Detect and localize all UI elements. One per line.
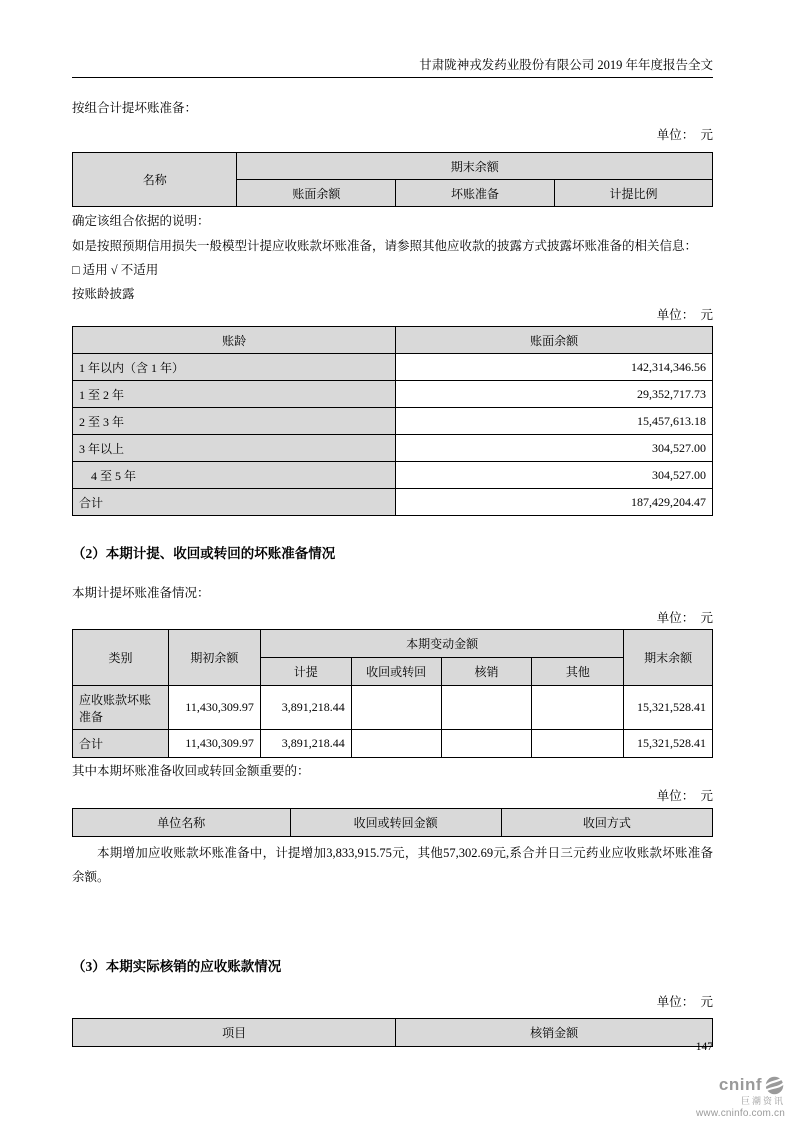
aging-disclosure-label: 按账龄披露 bbox=[72, 287, 135, 301]
table-row bbox=[73, 153, 713, 180]
aging-row-value: 304,527.00 bbox=[396, 435, 713, 462]
col-header-ending-balance-group: 期末余额 bbox=[237, 153, 713, 180]
portfolio-provision-table bbox=[72, 152, 713, 207]
unit-label-3: 单位： 元 bbox=[656, 611, 713, 625]
table-row bbox=[73, 1019, 713, 1047]
aging-row-value: 29,352,717.73 bbox=[396, 381, 713, 408]
unit-label-1: 单位： 元 bbox=[656, 128, 713, 142]
provision-total-accrual: 3,891,218.44 bbox=[260, 730, 351, 758]
col-header-bad-debt-provision: 坏账准备 bbox=[396, 180, 555, 207]
provision-total-category: 合计 bbox=[73, 730, 169, 758]
col-header-ending-balance: 期末余额 bbox=[624, 630, 713, 686]
provision-row-recover bbox=[351, 686, 441, 730]
col-header-entity-name: 单位名称 bbox=[73, 809, 291, 837]
aging-row-label: 1 年以内（含 1 年） bbox=[73, 354, 396, 381]
aging-total-label: 合计 bbox=[73, 489, 396, 516]
table-row bbox=[73, 435, 713, 462]
unit-label-4: 单位： 元 bbox=[656, 789, 713, 803]
section3-heading: （3）本期实际核销的应收账款情况 bbox=[72, 959, 282, 974]
provision-intro: 本期计提坏账准备情况： bbox=[72, 586, 210, 600]
writeoff-table bbox=[72, 1018, 713, 1047]
basis-note: 确定该组合依据的说明： bbox=[72, 214, 210, 228]
applicability-line: □ 适用 √ 不适用 bbox=[72, 263, 159, 277]
col-header-recover: 收回或转回 bbox=[351, 658, 441, 686]
section2-heading: （2）本期计提、收回或转回的坏账准备情况 bbox=[72, 546, 336, 561]
col-header-category: 类别 bbox=[73, 630, 169, 686]
aging-row-label: 2 至 3 年 bbox=[73, 408, 396, 435]
cninfo-swirl-icon bbox=[764, 1075, 785, 1096]
col-header-beginning-balance: 期初余额 bbox=[169, 630, 261, 686]
table-row bbox=[73, 327, 713, 354]
col-header-change-group: 本期变动金额 bbox=[260, 630, 623, 658]
table-row bbox=[73, 730, 713, 758]
unit-label-5: 单位： 元 bbox=[656, 995, 713, 1009]
provision-row-category: 应收账款坏账准备 bbox=[73, 686, 169, 730]
aging-row-value: 15,457,613.18 bbox=[396, 408, 713, 435]
page-number: 147 bbox=[695, 1041, 713, 1053]
provision-row-other bbox=[532, 686, 624, 730]
group-provision-intro: 按组合计提坏账准备： bbox=[72, 101, 198, 115]
ecl-note: 如是按照预期信用损失一般模型计提应收账款坏账准备，请参照其他应收款的披露方式披露坏账准备的相关信息： bbox=[72, 239, 698, 253]
aging-total-value: 187,429,204.47 bbox=[396, 489, 713, 516]
provision-movement-table bbox=[72, 629, 713, 758]
cninfo-wordmark bbox=[696, 1075, 785, 1096]
col-header-provision-ratio: 计提比例 bbox=[554, 180, 712, 207]
page-content bbox=[72, 0, 713, 1047]
recovery-table bbox=[72, 808, 713, 837]
table-row bbox=[73, 809, 713, 837]
aging-row-label: 3 年以上 bbox=[73, 435, 396, 462]
provision-total-ending: 15,321,528.41 bbox=[624, 730, 713, 758]
aging-row-label: 1 至 2 年 bbox=[73, 381, 396, 408]
col-header-book-balance: 账面余额 bbox=[237, 180, 396, 207]
col-header-name: 名称 bbox=[73, 153, 237, 207]
col-header-aging: 账龄 bbox=[73, 327, 396, 354]
col-header-other: 其他 bbox=[532, 658, 624, 686]
provision-total-writeoff bbox=[441, 730, 532, 758]
col-header-item: 项目 bbox=[73, 1019, 396, 1047]
provision-total-other bbox=[532, 730, 624, 758]
col-header-recovery-method: 收回方式 bbox=[501, 809, 712, 837]
col-header-recovered-amount: 收回或转回金额 bbox=[290, 809, 501, 837]
table-row bbox=[73, 381, 713, 408]
table-row bbox=[73, 354, 713, 381]
table-row bbox=[73, 686, 713, 730]
unit-label-2: 单位： 元 bbox=[656, 308, 713, 322]
cninfo-logo bbox=[696, 1075, 785, 1119]
cninfo-logo-text: cninf bbox=[718, 1075, 762, 1095]
table-row bbox=[73, 489, 713, 516]
col-header-book-balance: 账面余额 bbox=[396, 327, 713, 354]
col-header-accrual: 计提 bbox=[260, 658, 351, 686]
col-header-writeoff-amount: 核销金额 bbox=[396, 1019, 713, 1047]
table-row bbox=[73, 462, 713, 489]
provision-row-beginning: 11,430,309.97 bbox=[169, 686, 261, 730]
cninfo-url: www.cninfo.com.cn bbox=[696, 1107, 785, 1119]
aging-row-value: 142,314,346.56 bbox=[396, 354, 713, 381]
provision-total-beginning: 11,430,309.97 bbox=[169, 730, 261, 758]
aging-row-value: 304,527.00 bbox=[396, 462, 713, 489]
provision-total-recover bbox=[351, 730, 441, 758]
increase-explanation-paragraph: 本期增加应收账款坏账准备中，计提增加3,833,915.75元，其他57,302.69元,系合并日三元药业应收账款坏账准备余额。 bbox=[72, 846, 713, 884]
aging-table bbox=[72, 326, 713, 516]
provision-row-accrual: 3,891,218.44 bbox=[260, 686, 351, 730]
provision-row-ending: 15,321,528.41 bbox=[624, 686, 713, 730]
table-row bbox=[73, 408, 713, 435]
provision-row-writeoff bbox=[441, 686, 532, 730]
recovery-note: 其中本期坏账准备收回或转回金额重要的： bbox=[72, 764, 310, 778]
cninfo-chinese-name: 巨潮资讯 bbox=[740, 1096, 785, 1106]
aging-row-label: 4 至 5 年 bbox=[73, 462, 396, 489]
table-row bbox=[73, 630, 713, 658]
col-header-writeoff: 核销 bbox=[441, 658, 532, 686]
document-header-title: 甘肃陇神戎发药业股份有限公司 2019 年年度报告全文 bbox=[72, 55, 713, 78]
